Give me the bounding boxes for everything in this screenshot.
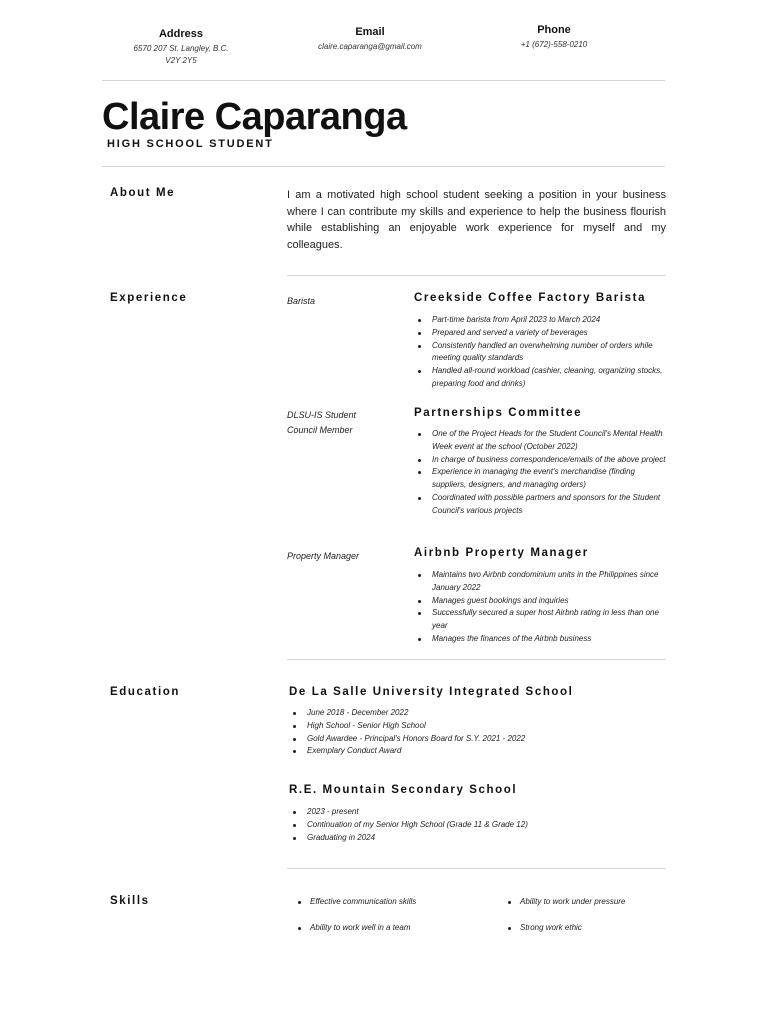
email-label: Email bbox=[355, 26, 385, 38]
job-title: Partnerships Committee bbox=[414, 407, 583, 419]
about-title: About Me bbox=[110, 187, 176, 199]
address-line-2: V2Y 2Y5 bbox=[165, 56, 197, 65]
list-item: Gold Awardee - Principal's Honors Board for S.Y. 2021 - 2022 bbox=[289, 733, 665, 746]
job-bullets bbox=[414, 569, 668, 646]
address-line-1: 6570 207 St. Langley, B.C. bbox=[133, 44, 229, 53]
list-item: Consistently handled an overwhelming number of orders while meeting quality standards bbox=[414, 340, 668, 366]
job-role: Property Manager bbox=[287, 551, 360, 561]
list-item: Coordinated with possible partners and sponsors for the Student Council's various projects bbox=[414, 492, 668, 518]
divider bbox=[102, 166, 665, 167]
experience-title: Experience bbox=[110, 292, 188, 304]
phone-block bbox=[483, 24, 625, 51]
job-title: Creekside Coffee Factory Barista bbox=[414, 292, 647, 304]
list-item: In charge of business correspondence/emails of the above project bbox=[414, 454, 668, 467]
phone-label: Phone bbox=[537, 24, 571, 36]
skill-item: Effective communication skills bbox=[298, 897, 416, 906]
list-item: Continuation of my Senior High School (Grade 11 & Grade 12) bbox=[289, 819, 665, 832]
list-item: Successfully secured a super host Airbnb rating in less than one year bbox=[414, 607, 668, 633]
divider bbox=[287, 659, 666, 660]
divider bbox=[102, 80, 665, 81]
list-item: Exemplary Conduct Award bbox=[289, 745, 665, 758]
school-name: R.E. Mountain Secondary School bbox=[289, 784, 518, 796]
list-item: 2023 - present bbox=[289, 806, 665, 819]
list-item: Manages guest bookings and inquiries bbox=[414, 595, 668, 608]
education-title: Education bbox=[110, 686, 180, 698]
list-item: Maintains two Airbnb condominium units in the Philippines since January 2022 bbox=[414, 569, 668, 595]
candidate-role: HIGH SCHOOL STUDENT bbox=[107, 138, 274, 150]
job-role: Barista bbox=[287, 296, 316, 306]
job-title: Airbnb Property Manager bbox=[414, 547, 589, 559]
list-item: June 2018 - December 2022 bbox=[289, 707, 665, 720]
list-item: Handled all-round workload (cashier, cleaning, organizing stocks, preparing food and drinks) bbox=[414, 365, 668, 391]
school-name: De La Salle University Integrated School bbox=[289, 686, 574, 698]
about-text: I am a motivated high school student seeking a position in your business where I can contribute my skills and experience to help the business flourish while establishing an enjoyable work experience for myself and my colleagues. bbox=[287, 189, 666, 251]
job-bullets bbox=[414, 428, 668, 518]
list-item: Prepared and served a variety of beverages bbox=[414, 327, 668, 340]
address-block bbox=[110, 28, 252, 67]
list-item: One of the Project Heads for the Student Council's Mental Health Week event at the school (October 2022) bbox=[414, 428, 668, 454]
divider bbox=[287, 868, 666, 869]
job-bullets bbox=[414, 314, 668, 391]
skills-title: Skills bbox=[110, 895, 150, 907]
skill-item: Ability to work well in a team bbox=[298, 923, 410, 932]
job-role: DLSU-IS Student Council Member bbox=[287, 410, 357, 435]
list-item: Experience in managing the event's merchandise (finding suppliers, designers, and managing orders) bbox=[414, 466, 668, 492]
list-item: Manages the finances of the Airbnb business bbox=[414, 633, 668, 646]
divider bbox=[287, 275, 666, 276]
email-block bbox=[290, 26, 450, 53]
email-value[interactable]: claire.caparanga@gmail.com bbox=[318, 42, 422, 51]
skill-item: Ability to work under pressure bbox=[508, 897, 625, 906]
address-label: Address bbox=[158, 28, 204, 40]
phone-value[interactable]: +1 (672)-558-0210 bbox=[520, 40, 588, 49]
school-bullets bbox=[289, 806, 665, 844]
skill-item: Strong work ethic bbox=[508, 923, 582, 932]
list-item: High School - Senior High School bbox=[289, 720, 665, 733]
list-item: Part-time barista from April 2023 to March 2024 bbox=[414, 314, 668, 327]
list-item: Graduating in 2024 bbox=[289, 832, 665, 845]
candidate-name: Claire Caparanga bbox=[102, 96, 407, 138]
school-bullets bbox=[289, 707, 665, 758]
